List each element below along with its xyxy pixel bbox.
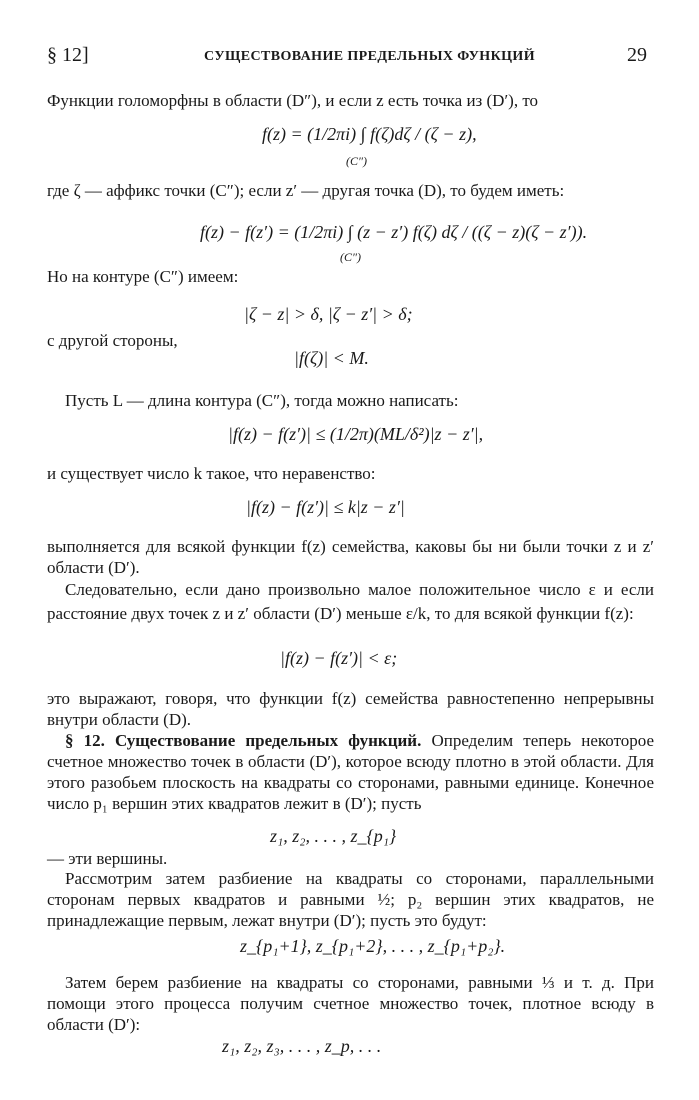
- running-title: СУЩЕСТВОВАНИЕ ПРЕДЕЛЬНЫХ ФУНКЦИЙ: [204, 49, 536, 64]
- paragraph-contour-length: Пусть L — длина контура (C″), тогда можно написать:: [65, 391, 459, 410]
- formula-cauchy-integral: f(z) = (1/2πi) ∫ f(ζ)dζ / (ζ − z),: [262, 124, 477, 144]
- formula-contour-label: (C″): [346, 154, 367, 168]
- formula-lipschitz: |f(z) − f(z′)| ≤ k|z − z′|: [246, 497, 405, 517]
- formula-dense-sequence: z₁, z₂, z₃, . . . , z_p, . . .: [222, 1036, 382, 1056]
- paragraph-other-side: с другой стороны,: [47, 331, 178, 350]
- paragraph-holomorphic: Функции голоморфны в области (D″), и если z есть точка из (D′), то: [47, 91, 539, 110]
- paragraph-subdivision-half: Рассмотрим затем разбиение на квадраты со сторонами, параллельными сторонам первых квадратов и равными ½; p₂ вершин этих квадратов, не принадлежащие первым, лежат внутри (D′); пусть это будут:: [47, 869, 654, 930]
- paragraph-consequently: Следовательно, если дано произвольно малое положительное число ε и если расстояние двух точек z и z′ области (D′) меньше ε/k, то для всякой функции f(z):: [47, 580, 654, 623]
- paragraph-affix: где ζ — аффикс точки (C″); если z′ — другая точка (D), то будем иметь:: [47, 181, 565, 200]
- formula-vertices-first: z₁, z₂, . . . , z_{p₁}: [270, 826, 397, 846]
- formula-lipschitz-estimate: |f(z) − f(z′)| ≤ (1/2π)(ML/δ²)|z − z′|,: [228, 424, 484, 444]
- paragraph-holds-for-all: выполняется для всякой функции f(z) семейства, каковы бы ни были точки z и z′ области (D′).: [47, 537, 654, 577]
- section-12-text: Определим теперь некоторое счетное множество точек в области (D′), которое всюду плотно в этой области. Для этого разобьем плоскость на квадраты со сторонами, равными единице. Конечное число p₁ вершин этих квадратов лежит в (D′); пусть: [47, 731, 655, 813]
- section-12-paragraph: [47, 730, 654, 814]
- paragraph-number-k: и существует число k такое, что неравенство:: [47, 464, 376, 483]
- formula-contour-label-2: (C″): [340, 250, 361, 264]
- paragraph-subdivision-third: Затем берем разбиение на квадраты со сторонами, равными ⅓ и т. д. При помощи этого процесса получим счетное множество точек, плотное всюду в области (D′):: [47, 973, 654, 1034]
- paragraph-on-contour: Но на контуре (C″) имеем:: [47, 267, 239, 286]
- formula-delta-bounds: |ζ − z| > δ, |ζ − z′| > δ;: [244, 304, 413, 324]
- section-12-heading: § 12. Существование предельных функций.: [65, 731, 422, 750]
- formula-difference: f(z) − f(z′) = (1/2πi) ∫ (z − z′) f(ζ) dζ / ((ζ − z)(ζ − z′)).: [200, 222, 588, 242]
- page-number: 29: [627, 44, 647, 66]
- formula-bound-m: |f(ζ)| < M.: [294, 348, 369, 368]
- section-marker: § 12]: [47, 44, 89, 66]
- formula-vertices-second: z_{p₁+1}, z_{p₁+2}, . . . , z_{p₁+p₂}.: [240, 936, 506, 956]
- formula-epsilon-bound: |f(z) − f(z′)| < ε;: [280, 648, 398, 668]
- paragraph-equicontinuous: это выражают, говоря, что функции f(z) семейства равностепенно непрерывны внутри области (D).: [47, 689, 654, 729]
- paragraph-these-vertices: — эти вершины.: [47, 849, 168, 868]
